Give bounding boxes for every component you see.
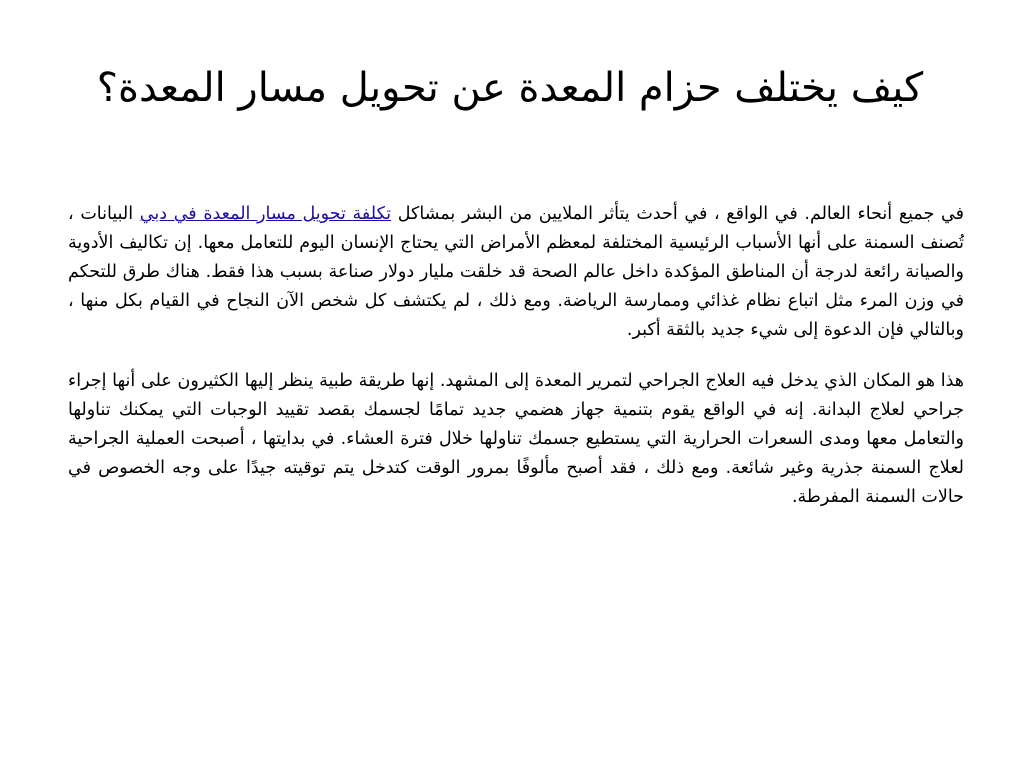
body-text xyxy=(68,200,964,534)
page-title: كيف يختلف حزام المعدة عن تحويل مسار المعدة؟ xyxy=(96,65,924,111)
cost-link[interactable]: تكلفة تحويل مسار المعدة في دبي xyxy=(139,204,392,224)
paragraph-1 xyxy=(68,200,964,345)
paragraph-1-rest: البيانات ، تُصنف السمنة على أنها الأسباب الرئيسية المختلفة لمعظم الأمراض التي يحتاج الإنسان اليوم للتعامل معها. إن تكاليف الأدوية والصيانة رائعة لدرجة أن المناطق المؤكدة داخل عالم الصحة قد خلقت مليار دولار صناعة بسبب هذا فقط. هناك طرق للتحكم في وزن المرء مثل اتباع نظام غذائي وممارسة الرياضة. ومع ذلك ، لم يكتشف كل شخص الآن النجاح في القيام بكل منها ، وبالتالي فإن الدعوة إلى شيء جديد بالثقة أكبر. xyxy=(68,204,964,340)
paragraph-1-lead: في جميع أنحاء العالم. في الواقع ، في أحدث يتأثر الملايين من البشر بمشاكل xyxy=(391,204,964,224)
paragraph-2: هذا هو المكان الذي يدخل فيه العلاج الجراحي لتمرير المعدة إلى المشهد. إنها طريقة طبية ينظر إليها الكثيرون على أنها إجراء جراحي لعلاج البدانة. إنه في الواقع يقوم بتنمية جهاز هضمي جديد تمامًا لجسمك بقصد تقييد الوجبات التي يمكنك تناولها والتعامل معها ومدى السعرات الحرارية التي يستطيع جسمك تناولها خلال فترة العشاء. في بدايتها ، أصبحت العملية الجراحية لعلاج السمنة جذرية وغير شائعة. ومع ذلك ، فقد أصبح مألوفًا بمرور الوقت كتدخل يتم توقيته جيدًا على وجه الخصوص في حالات السمنة المفرطة. xyxy=(68,371,964,507)
